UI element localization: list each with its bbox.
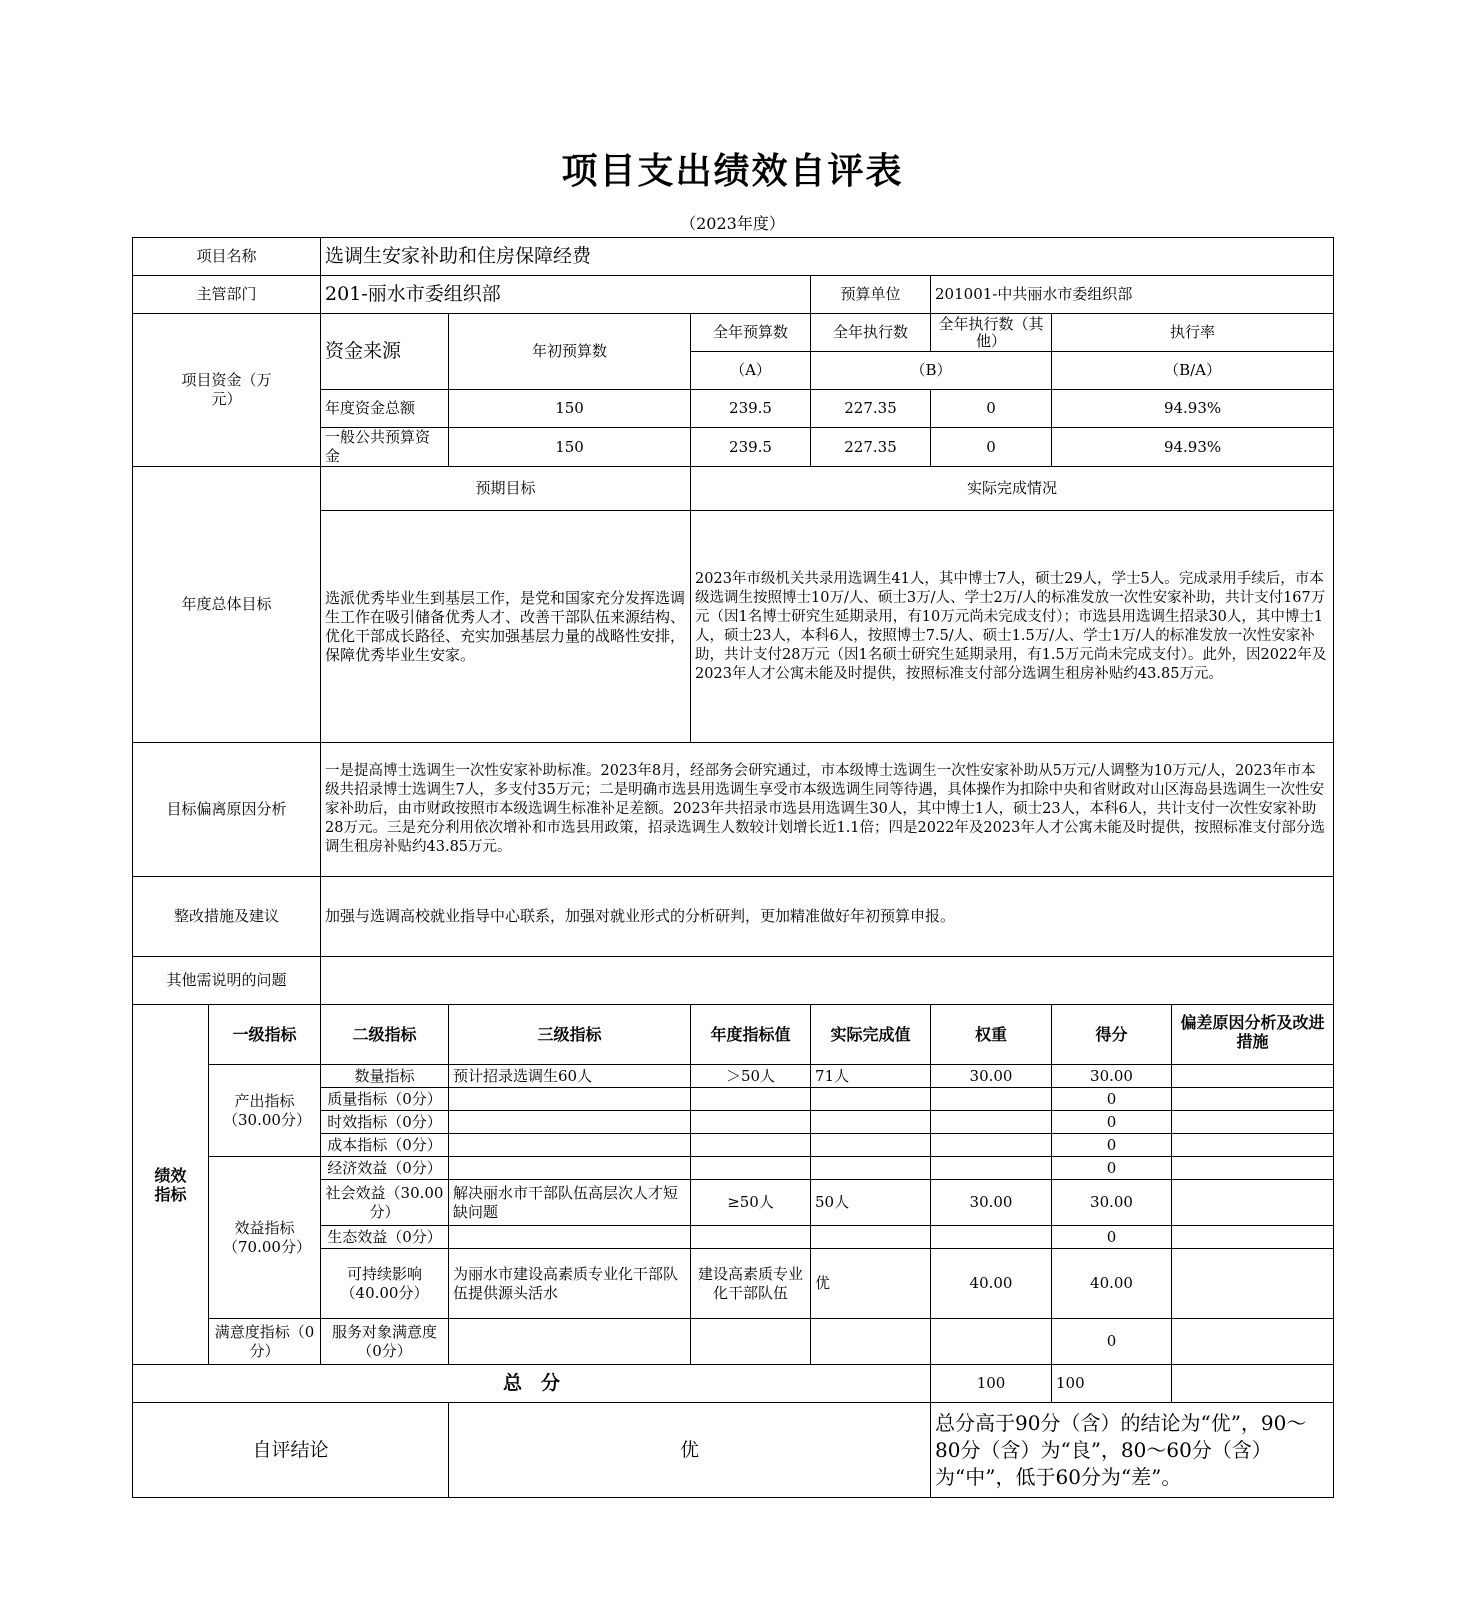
indicator-l3 xyxy=(449,1134,691,1157)
indicator-analysis xyxy=(1172,1134,1334,1157)
indicator-analysis xyxy=(1172,1065,1334,1088)
total-label: 总 分 xyxy=(133,1365,931,1403)
other-label: 其他需说明的问题 xyxy=(133,957,321,1005)
indicator-row xyxy=(133,1157,1334,1180)
funds-col-annual: 全年预算数 xyxy=(691,314,811,352)
indicator-l3 xyxy=(449,1088,691,1111)
indicator-target: ≥50人 xyxy=(691,1180,811,1226)
indicator-l3: 预计招录选调生60人 xyxy=(449,1065,691,1088)
funds-col-a: （A） xyxy=(691,352,811,390)
funds-initial: 150 xyxy=(449,390,691,428)
indicator-analysis xyxy=(1172,1249,1334,1319)
indicators-col-actual: 实际完成值 xyxy=(811,1005,931,1065)
indicator-l3 xyxy=(449,1319,691,1365)
indicator-l1-output: 产出指标（30.00分） xyxy=(209,1065,321,1157)
funds-col-source: 资金来源 xyxy=(321,314,449,390)
funds-source: 一般公共预算资金 xyxy=(321,428,449,467)
funds-rate: 94.93% xyxy=(1052,390,1334,428)
indicator-l2: 数量指标 xyxy=(321,1065,449,1088)
goals-actual-text: 2023年市级机关共录用选调生41人，其中博士7人，硕士29人，学士5人。完成录用手续后，市本级选调生按照博士10万/人、硕士3万/人、学士2万/人的标准发放一次性安家补助，共计支付167万元（因1名博士研究生延期录用，有10万元尚未完成支付）；市选县用选调生招录30人，其中博士1人，硕士23人，本科6人，按照博士7.5/人、硕士1.5万/人、学士1万/人的标准发放一次性安家补助，共计支付28万元（因1名硕士研究生延期录用，有1.5万元尚未完成支付）。此外，因2022年及2023年人才公寓未能及时提供，按照标准支付部分选调生租房补贴约43.85万元。 xyxy=(691,511,1334,743)
goals-header-row xyxy=(133,467,1334,511)
conclusion-value: 优 xyxy=(449,1403,931,1498)
indicator-score: 0 xyxy=(1052,1157,1172,1180)
indicator-actual xyxy=(811,1088,931,1111)
self-evaluation-table xyxy=(132,237,1334,1498)
indicator-actual: 优 xyxy=(811,1249,931,1319)
indicator-weight xyxy=(931,1319,1052,1365)
department-row xyxy=(133,276,1334,314)
indicator-score: 30.00 xyxy=(1052,1180,1172,1226)
indicator-analysis xyxy=(1172,1319,1334,1365)
other-text xyxy=(321,957,1334,1005)
total-score: 100 xyxy=(1052,1365,1172,1403)
indicator-l1-benefit: 效益指标（70.00分） xyxy=(209,1157,321,1319)
indicators-col-analysis: 偏差原因分析及改进措施 xyxy=(1172,1005,1334,1065)
funds-col-initial: 年初预算数 xyxy=(449,314,691,390)
indicators-col-l1: 一级指标 xyxy=(209,1005,321,1065)
funds-col-executed: 全年执行数 xyxy=(811,314,931,352)
indicator-analysis xyxy=(1172,1180,1334,1226)
indicator-target xyxy=(691,1111,811,1134)
deviation-text: 一是提高博士选调生一次性安家补助标准。2023年8月，经部务会研究通过，市本级博士选调生一次性安家补助从5万元/人调整为10万元/人，2023年市本级共招录博士选调生7人，多支付35万元；二是明确市选县用选调生享受市本级选调生同等待遇，具体操作为扣除中央和省财政对山区海岛县选调生一次性安家补助后，由市财政按照市本级选调生标准补足差额。2023年共招录市选县用选调生30人，其中博士1人，硕士23人，本科6人，共计支付一次性安家补助28万元。三是充分利用依次增补和市选县用政策，招录选调生人数较计划增长近1.1倍；四是2022年及2023年人才公寓未能及时提供，按照标准支付部分选调生租房补贴约43.85万元。 xyxy=(321,743,1334,877)
budget-unit-value: 201001-中共丽水市委组织部 xyxy=(931,276,1334,314)
indicator-analysis xyxy=(1172,1088,1334,1111)
conclusion-label: 自评结论 xyxy=(133,1403,449,1498)
indicator-l3 xyxy=(449,1226,691,1249)
deviation-row xyxy=(133,743,1334,877)
indicator-weight xyxy=(931,1088,1052,1111)
total-weight: 100 xyxy=(931,1365,1052,1403)
other-row xyxy=(133,957,1334,1005)
indicator-actual xyxy=(811,1157,931,1180)
indicator-target xyxy=(691,1134,811,1157)
indicator-target xyxy=(691,1226,811,1249)
rectify-label: 整改措施及建议 xyxy=(133,877,321,957)
indicator-l2: 服务对象满意度（0分） xyxy=(321,1319,449,1365)
department-label: 主管部门 xyxy=(133,276,321,314)
funds-source: 年度资金总额 xyxy=(321,390,449,428)
rectify-text: 加强与选调高校就业指导中心联系，加强对就业形式的分析研判，更加精准做好年初预算申报。 xyxy=(321,877,1334,957)
indicator-target: 建设高素质专业化干部队伍 xyxy=(691,1249,811,1319)
indicators-header-row xyxy=(133,1005,1334,1065)
goals-actual-header: 实际完成情况 xyxy=(691,467,1334,511)
project-name-row xyxy=(133,238,1334,276)
indicator-analysis xyxy=(1172,1111,1334,1134)
indicator-score: 40.00 xyxy=(1052,1249,1172,1319)
indicator-actual xyxy=(811,1134,931,1157)
funds-executed: 227.35 xyxy=(811,428,931,467)
funds-annual: 239.5 xyxy=(691,390,811,428)
indicator-l2: 时效指标（0分） xyxy=(321,1111,449,1134)
indicators-col-target: 年度指标值 xyxy=(691,1005,811,1065)
indicator-weight: 30.00 xyxy=(931,1180,1052,1226)
goals-label: 年度总体目标 xyxy=(133,467,321,743)
project-name-label: 项目名称 xyxy=(133,238,321,276)
indicator-score: 30.00 xyxy=(1052,1065,1172,1088)
goals-expected-text: 选派优秀毕业生到基层工作，是党和国家充分发挥选调生工作在吸引储备优秀人才、改善干部队伍来源结构、优化干部成长路径、充实加强基层力量的战略性安排，保障优秀毕业生安家。 xyxy=(321,511,691,743)
indicator-target xyxy=(691,1088,811,1111)
indicator-score: 0 xyxy=(1052,1111,1172,1134)
conclusion-row xyxy=(133,1403,1334,1498)
department-value: 201-丽水市委组织部 xyxy=(321,276,811,314)
indicator-l2: 成本指标（0分） xyxy=(321,1134,449,1157)
budget-unit-label: 预算单位 xyxy=(811,276,931,314)
indicator-weight: 40.00 xyxy=(931,1249,1052,1319)
indicator-l3: 为丽水市建设高素质专业化干部队伍提供源头活水 xyxy=(449,1249,691,1319)
indicator-score: 0 xyxy=(1052,1319,1172,1365)
indicator-score: 0 xyxy=(1052,1088,1172,1111)
project-name-value: 选调生安家补助和住房保障经费 xyxy=(321,238,1334,276)
conclusion-note: 总分高于90分（含）的结论为“优”，90～80分（含）为“良”，80～60分（含）为“中”，低于60分为“差”。 xyxy=(931,1403,1334,1498)
funds-col-rate: 执行率 xyxy=(1052,314,1334,352)
funds-other: 0 xyxy=(931,390,1052,428)
indicator-row xyxy=(133,1065,1334,1088)
deviation-label: 目标偏离原因分析 xyxy=(133,743,321,877)
funds-header-row xyxy=(133,314,1334,352)
indicator-l3 xyxy=(449,1111,691,1134)
indicator-l3 xyxy=(449,1157,691,1180)
indicator-l3: 解决丽水市干部队伍高层次人才短缺问题 xyxy=(449,1180,691,1226)
funds-annual: 239.5 xyxy=(691,428,811,467)
indicators-col-l3: 三级指标 xyxy=(449,1005,691,1065)
indicator-actual: 50人 xyxy=(811,1180,931,1226)
indicator-l1-satisfaction: 满意度指标（0分） xyxy=(209,1319,321,1365)
indicators-col-weight: 权重 xyxy=(931,1005,1052,1065)
indicator-analysis xyxy=(1172,1226,1334,1249)
indicator-target: ＞50人 xyxy=(691,1065,811,1088)
indicator-actual xyxy=(811,1226,931,1249)
funds-col-b: （B） xyxy=(811,352,1052,390)
indicator-weight xyxy=(931,1111,1052,1134)
indicators-col-score: 得分 xyxy=(1052,1005,1172,1065)
funds-col-other: 全年执行数（其他） xyxy=(931,314,1052,352)
funds-initial: 150 xyxy=(449,428,691,467)
indicator-weight xyxy=(931,1226,1052,1249)
funds-executed: 227.35 xyxy=(811,390,931,428)
indicator-actual xyxy=(811,1111,931,1134)
funds-label: 项目资金（万元） xyxy=(133,314,321,467)
indicator-weight: 30.00 xyxy=(931,1065,1052,1088)
indicator-row xyxy=(133,1319,1334,1365)
indicator-l2: 社会效益（30.00分） xyxy=(321,1180,449,1226)
year-subtitle: （2023年度） xyxy=(680,214,785,233)
goals-expected-header: 预期目标 xyxy=(321,467,691,511)
indicator-weight xyxy=(931,1134,1052,1157)
funds-rate: 94.93% xyxy=(1052,428,1334,467)
page-title: 项目支出绩效自评表 xyxy=(561,150,904,192)
indicator-analysis xyxy=(1172,1157,1334,1180)
indicators-label: 绩效指标 xyxy=(133,1005,209,1365)
total-blank xyxy=(1172,1365,1334,1403)
rectify-row xyxy=(133,877,1334,957)
indicator-l2: 生态效益（0分） xyxy=(321,1226,449,1249)
funds-other: 0 xyxy=(931,428,1052,467)
indicator-target xyxy=(691,1157,811,1180)
indicator-actual: 71人 xyxy=(811,1065,931,1088)
indicators-col-l2: 二级指标 xyxy=(321,1005,449,1065)
indicator-actual xyxy=(811,1319,931,1365)
indicator-l2: 经济效益（0分） xyxy=(321,1157,449,1180)
indicator-weight xyxy=(931,1157,1052,1180)
indicator-l2: 质量指标（0分） xyxy=(321,1088,449,1111)
indicator-score: 0 xyxy=(1052,1226,1172,1249)
total-row xyxy=(133,1365,1334,1403)
indicator-score: 0 xyxy=(1052,1134,1172,1157)
funds-col-ba: （B/A） xyxy=(1052,352,1334,390)
indicator-l2: 可持续影响（40.00分） xyxy=(321,1249,449,1319)
indicator-target xyxy=(691,1319,811,1365)
